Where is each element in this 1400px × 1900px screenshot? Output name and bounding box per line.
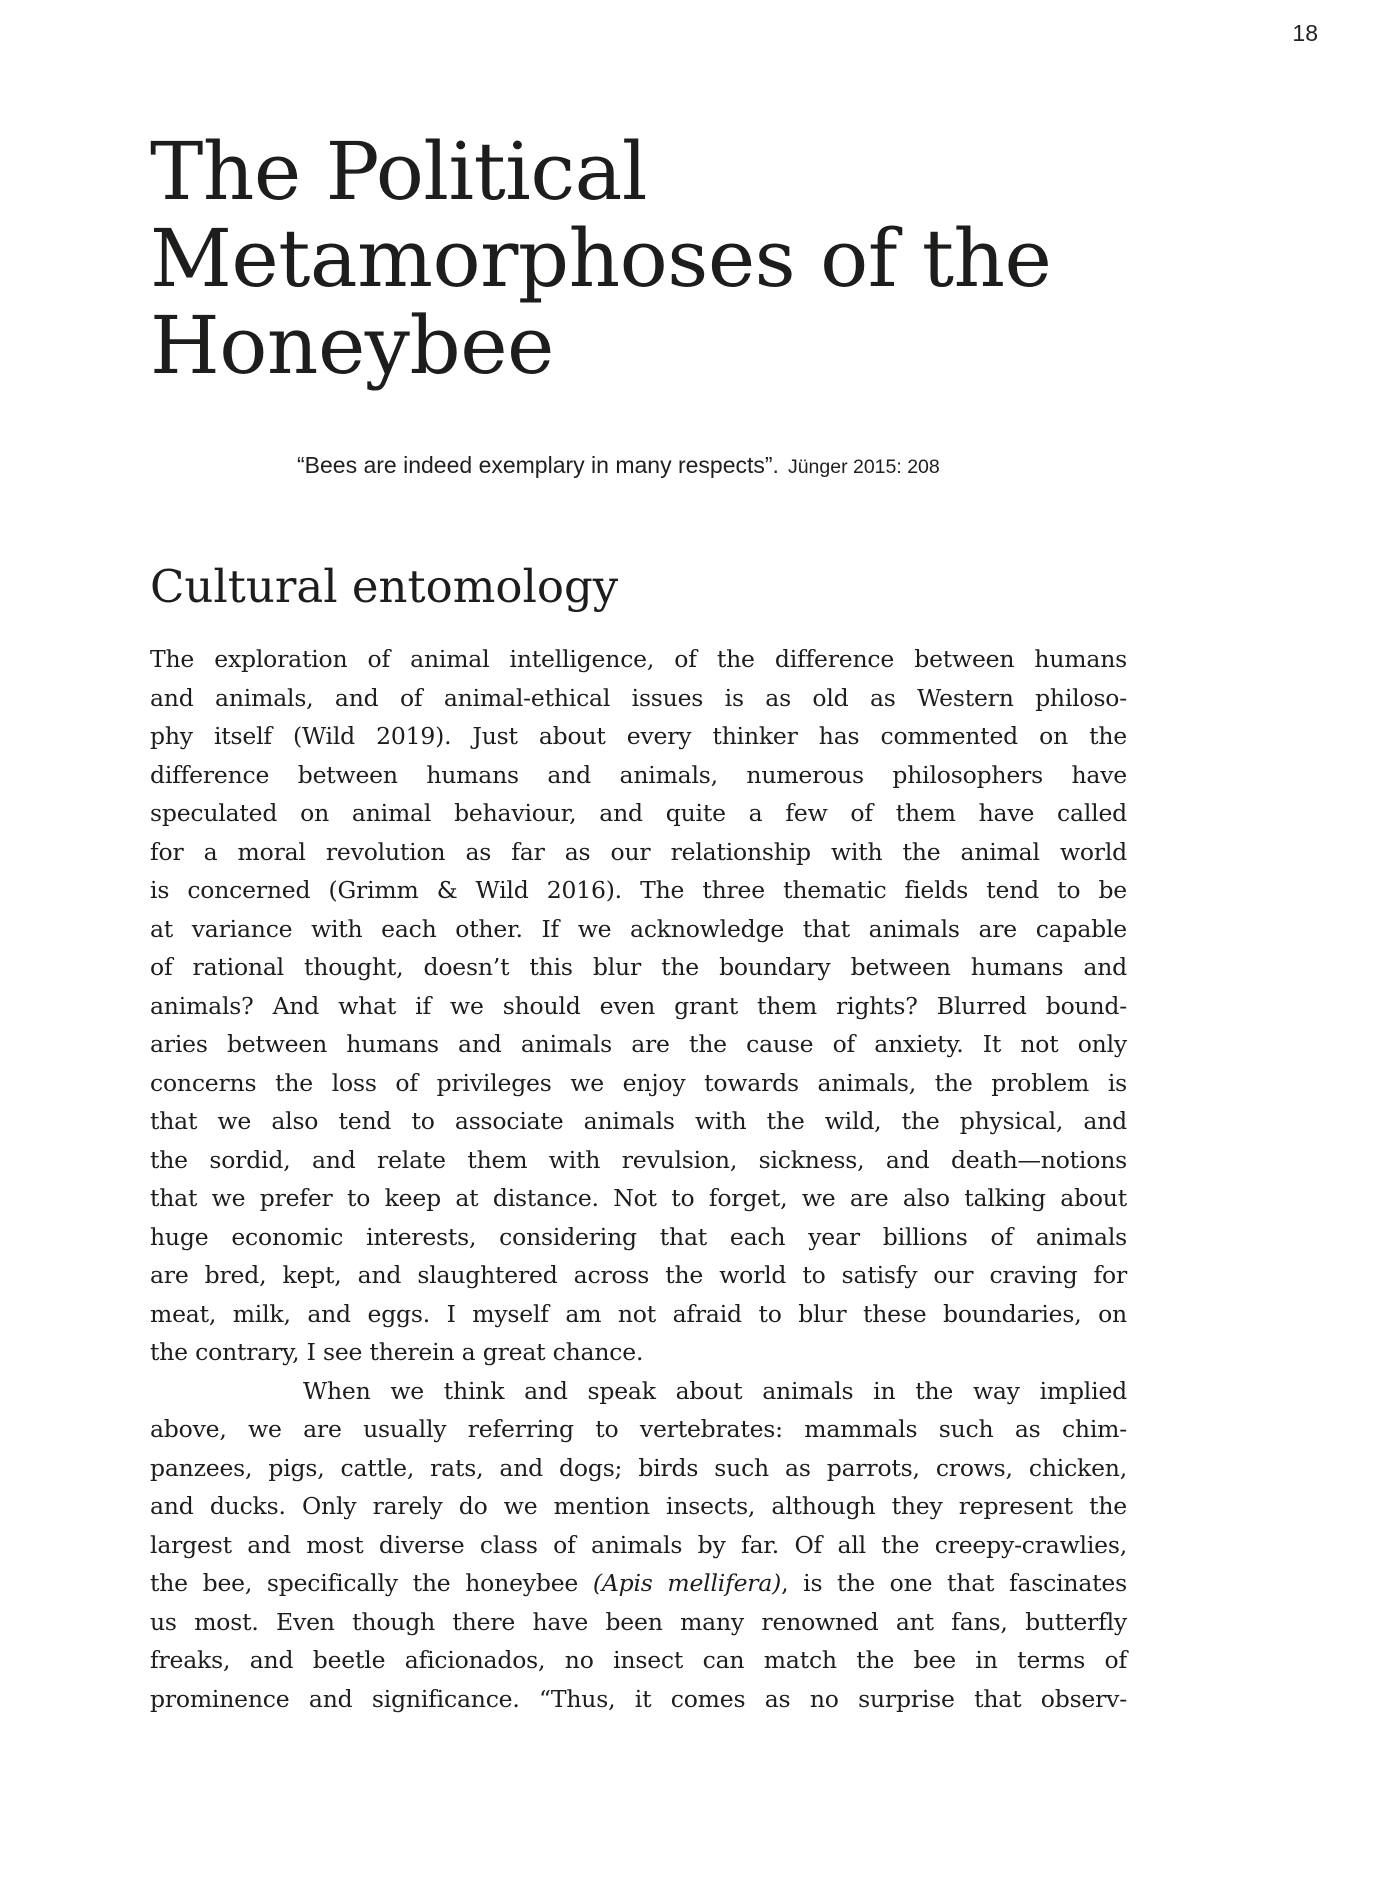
body-text-line: that we prefer to keep at distance. Not to forget, we are also talking about <box>150 1184 1127 1212</box>
body-text <box>150 640 1127 1718</box>
body-text-line: the contrary, I see therein a great chance. <box>150 1338 644 1366</box>
chapter-title-line: The Political <box>150 125 647 218</box>
species-name-italic: (Apis mellifera) <box>592 1569 782 1597</box>
body-text-line: aries between humans and animals are the cause of anxiety. It not only <box>150 1030 1127 1058</box>
body-text-line: are bred, kept, and slaughtered across the world to satisfy our craving for <box>150 1261 1127 1289</box>
body-text-line: concerns the loss of privileges we enjoy towards animals, the problem is <box>150 1068 1127 1097</box>
body-text-line: is concerned (Grimm & Wild 2016). The three thematic fields tend to be <box>150 876 1127 904</box>
body-text-line: phy itself (Wild 2019). Just about every thinker has commented on the <box>150 722 1127 750</box>
body-text-line: difference between humans and animals, numerous philosophers have <box>150 760 1127 789</box>
paragraph <box>150 1372 1127 1719</box>
body-text-line: us most. Even though there have been many renowned ant fans, butterfly <box>150 1607 1127 1636</box>
chapter-title <box>150 125 1250 392</box>
epigraph-citation: Jünger 2015: 208 <box>787 456 940 478</box>
epigraph-quote: “Bees are indeed exemplary in many respects”. <box>297 452 779 478</box>
body-text-line: The exploration of animal intelligence, of the difference between humans <box>150 645 1127 673</box>
page-number: 18 <box>1292 20 1318 46</box>
body-text-segment: the bee, specifically the honeybee <box>150 1569 593 1597</box>
body-text-line: and ducks. Only rarely do we mention insects, although they represent the <box>150 1492 1127 1520</box>
body-text-line: that we also tend to associate animals with the wild, the physical, and <box>150 1107 1127 1135</box>
body-text-line: huge economic interests, considering that each year billions of animals <box>150 1222 1127 1251</box>
body-text-line: of rational thought, doesn’t this blur the boundary between humans and <box>150 953 1127 981</box>
chapter-title-line: Metamorphoses of the <box>150 212 1052 305</box>
body-text-line: When we think and speak about animals in the way implied <box>303 1376 1127 1405</box>
body-text-line: for a moral revolution as far as our relationship with the animal world <box>150 837 1127 866</box>
paragraph <box>150 640 1127 1372</box>
body-text-line: the sordid, and relate them with revulsion, sickness, and death—notions <box>150 1145 1127 1174</box>
body-text-line <box>150 1564 1127 1603</box>
body-text-line: freaks, and beetle aficionados, no insect can match the bee in terms of <box>150 1646 1127 1674</box>
body-text-line: largest and most diverse class of animals by far. Of all the creepy-crawlies, <box>150 1530 1127 1559</box>
epigraph <box>297 452 1197 479</box>
body-text-line: and animals, and of animal-ethical issues is as old as Western philoso- <box>150 683 1127 712</box>
body-text-line: panzees, pigs, cattle, rats, and dogs; birds such as parrots, crows, chicken, <box>150 1453 1127 1482</box>
body-text-segment: , is the one that fascinates <box>781 1569 1127 1597</box>
body-text-line: prominence and significance. “Thus, it comes as no surprise that observ- <box>150 1684 1127 1713</box>
body-text-line: animals? And what if we should even grant them rights? Blurred bound- <box>150 991 1127 1020</box>
chapter-title-line: Honeybee <box>150 299 554 392</box>
body-text-line: speculated on animal behaviour, and quite a few of them have called <box>150 799 1127 827</box>
section-heading: Cultural entomology <box>150 560 619 613</box>
body-text-line: at variance with each other. If we acknowledge that animals are capable <box>150 914 1127 943</box>
body-text-line: above, we are usually referring to vertebrates: mammals such as chim- <box>150 1415 1127 1443</box>
body-text-line: meat, milk, and eggs. I myself am not afraid to blur these boundaries, on <box>150 1299 1127 1328</box>
